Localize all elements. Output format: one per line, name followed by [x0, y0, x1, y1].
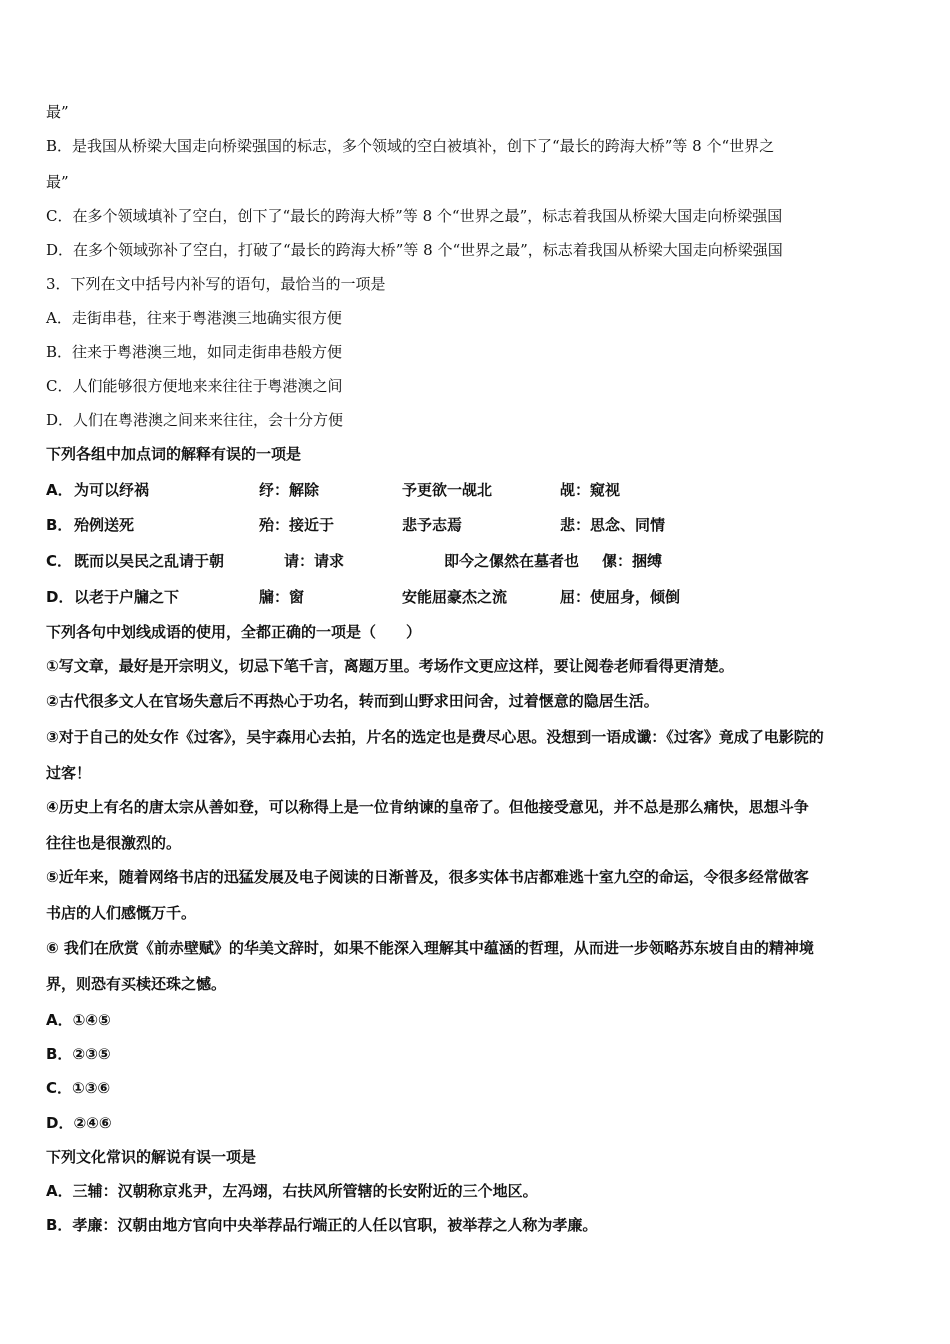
q4-sentence-2: 安能屈豪杰之流 [402, 588, 508, 606]
q3-option-c: C．人们能够很方便地来来往往于粤港澳之间 [46, 377, 343, 395]
q5-sentence-5-cont: 书店的人们感慨万千。 [46, 904, 197, 922]
q5-sentence-5: ⑤近年来，随着网络书店的迅猛发展及电子阅读的日渐普及，很多实体书店都难逃十室九空的命运，令很多经常做客 [46, 868, 809, 886]
q3-stem: 3．下列在文中括号内补写的语句，最恰当的一项是 [46, 275, 386, 293]
q4-sentence-2: 予更欲一觇北 [402, 481, 493, 499]
q2-option-b-cont: 最” [46, 173, 69, 191]
q4-gloss-2: 觇：窥视 [560, 481, 621, 499]
q4-gloss-1: 殆：接近于 [259, 516, 335, 534]
q3-option-d: D．人们在粤港澳之间来来往往，会十分方便 [46, 411, 344, 429]
q4-sentence-1: 为可以纾祸 [74, 481, 150, 499]
q4-sentence-2: 悲予志焉 [402, 516, 463, 534]
q4-gloss-2: 悲：思念、同情 [560, 516, 666, 534]
q4-row-label: B． [46, 516, 73, 534]
q4-gloss-1: 纾：解除 [259, 481, 320, 499]
q4-gloss-2: 傫：捆缚 [602, 552, 663, 570]
q5-sentence-3: ③对于自己的处女作《过客》，吴宇森用心去拍，片名的选定也是费尽心思。没想到一语成谶：《过客》竟成了电影院的 [46, 728, 824, 746]
q6-option-a: A．三辅：汉朝称京兆尹，左冯翊，右扶风所管辖的长安附近的三个地区。 [46, 1182, 538, 1200]
q4-row-label: C． [46, 552, 73, 570]
q5-sentence-1: ①写文章，最好是开宗明义，切忌下笔千言，离题万里。考场作文更应这样，要让阅卷老师看得更清楚。 [46, 657, 734, 675]
q4-sentence-1: 以老于户牖之下 [74, 588, 180, 606]
q3-option-b: B．往来于粤港澳三地，如同走街串巷般方便 [46, 343, 343, 361]
q5-sentence-3-cont: 过客！ [46, 764, 92, 782]
q5-option-d: D．②④⑥ [46, 1114, 112, 1132]
q4-gloss-2: 屈：使屈身，倾倒 [560, 588, 681, 606]
q4-stem: 下列各组中加点词的解释有误的一项是 [46, 445, 302, 463]
q4-gloss-1: 牖：窗 [259, 588, 305, 606]
q3-option-a: A．走街串巷，往来于粤港澳三地确实很方便 [46, 309, 342, 327]
q5-sentence-4: ④历史上有名的唐太宗从善如登，可以称得上是一位肯纳谏的皇帝了。但他接受意见，并不总是那么痛快，思想斗争 [46, 798, 809, 816]
q2-option-d: D．在多个领域弥补了空白，打破了“最长的跨海大桥”等 8 个“世界之最”，标志着我国从桥梁大国走向桥梁强国 [46, 241, 783, 259]
q5-sentence-4-cont: 往往也是很激烈的。 [46, 834, 182, 852]
q4-sentence-1: 殆例送死 [74, 516, 135, 534]
q5-option-b: B．②③⑤ [46, 1045, 111, 1063]
q2-option-b: B．是我国从桥梁大国走向桥梁强国的标志，多个领域的空白被填补，创下了“最长的跨海大桥”等 8 个“世界之 [46, 137, 775, 155]
q5-sentence-6-cont: 界，则恐有买椟还珠之憾。 [46, 975, 227, 993]
q4-row-label: A． [46, 481, 73, 499]
q4-row-label: D． [46, 588, 74, 606]
q5-option-c: C．①③⑥ [46, 1079, 111, 1097]
q4-sentence-2: 即今之傫然在墓者也 [444, 552, 580, 570]
q6-stem: 下列文化常识的解说有误一项是 [46, 1148, 257, 1166]
q5-sentence-2: ②古代很多文人在官场失意后不再热心于功名，转而到山野求田问舍，过着惬意的隐居生活。 [46, 692, 659, 710]
q6-option-b: B．孝廉：汉朝由地方官向中央举荐品行端正的人任以官职，被举荐之人称为孝廉。 [46, 1216, 598, 1234]
q4-gloss-1: 请：请求 [284, 552, 345, 570]
q2-option-c: C．在多个领域填补了空白，创下了“最长的跨海大桥”等 8 个“世界之最”，标志着我国从桥梁大国走向桥梁强国 [46, 207, 783, 225]
q5-option-a: A．①④⑤ [46, 1011, 111, 1029]
q5-sentence-6: ⑥ 我们在欣赏《前赤壁赋》的华美文辞时，如果不能深入理解其中蕴涵的哲理，从而进一步领略苏东坡自由的精神境 [46, 939, 814, 957]
q2-option-a-tail: 最” [46, 103, 69, 121]
q4-sentence-1: 既而以吴民之乱请于朝 [74, 552, 225, 570]
q5-stem: 下列各句中划线成语的使用，全都正确的一项是（ ） [46, 623, 422, 641]
